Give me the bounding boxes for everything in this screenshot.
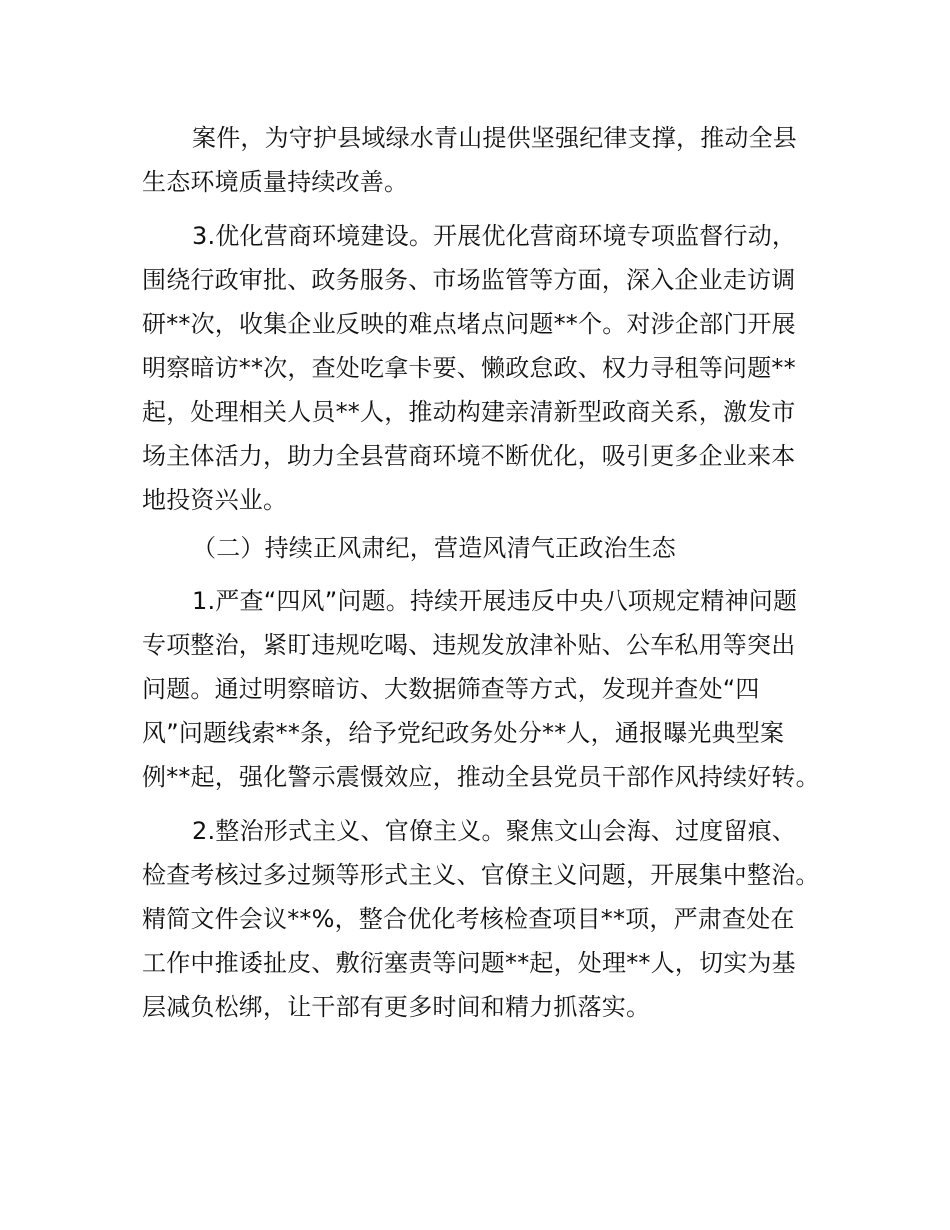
text-line: 精简文件会议**%，整合优化考核检查项目**项，严肃查处在 xyxy=(142,905,795,933)
text-line: 3.优化营商环境建设。开展优化营商环境专项监督行动， xyxy=(192,222,797,250)
text-line: 地投资兴业。 xyxy=(142,486,288,514)
text-line: 场主体活力，助力全县营商环境不断优化，吸引更多企业来本 xyxy=(142,442,796,470)
text-line: 案件，为守护县域绿水青山提供坚强纪律支撑，推动全县 xyxy=(192,124,797,152)
text-line: 2.整治形式主义、官僚主义。聚焦文山会海、过度留痕、 xyxy=(192,817,797,845)
section-heading: （二）持续正风肃纪，营造风清气正政治生态 xyxy=(192,534,676,562)
text-line: 1.严查“四风”问题。持续开展违反中央八项规定精神问题 xyxy=(192,587,798,615)
text-line: 围绕行政审批、政务服务、市场监管等方面，深入企业走访调 xyxy=(142,266,796,294)
text-line: 生态环境质量持续改善。 xyxy=(142,168,409,196)
text-line: 风”问题线索**条，给予党纪政务处分**人，通报曝光典型案 xyxy=(142,719,785,747)
text-line: 研**次，收集企业反映的难点堵点问题**个。对涉企部门开展 xyxy=(142,310,796,338)
text-line: 问题。通过明察暗访、大数据筛查等方式，发现并查处“四 xyxy=(142,675,760,703)
text-line: 层减负松绑，让干部有更多时间和精力抓落实。 xyxy=(142,993,651,1021)
text-line: 例**起，强化警示震慑效应，推动全县党员干部作风持续好转。 xyxy=(142,763,820,791)
text-line: 工作中推诿扯皮、敷衍塞责等问题**起，处理**人，切实为基 xyxy=(142,949,796,977)
text-line: 检查考核过多过频等形式主义、官僚主义问题，开展集中整治。 xyxy=(142,861,820,889)
text-line: 起，处理相关人员**人，推动构建亲清新型政商关系，激发市 xyxy=(142,398,796,426)
text-line: 明察暗访**次，查处吃拿卡要、懒政怠政、权力寻租等问题** xyxy=(142,354,796,382)
text-line: 专项整治，紧盯违规吃喝、违规发放津补贴、公车私用等突出 xyxy=(142,631,796,659)
